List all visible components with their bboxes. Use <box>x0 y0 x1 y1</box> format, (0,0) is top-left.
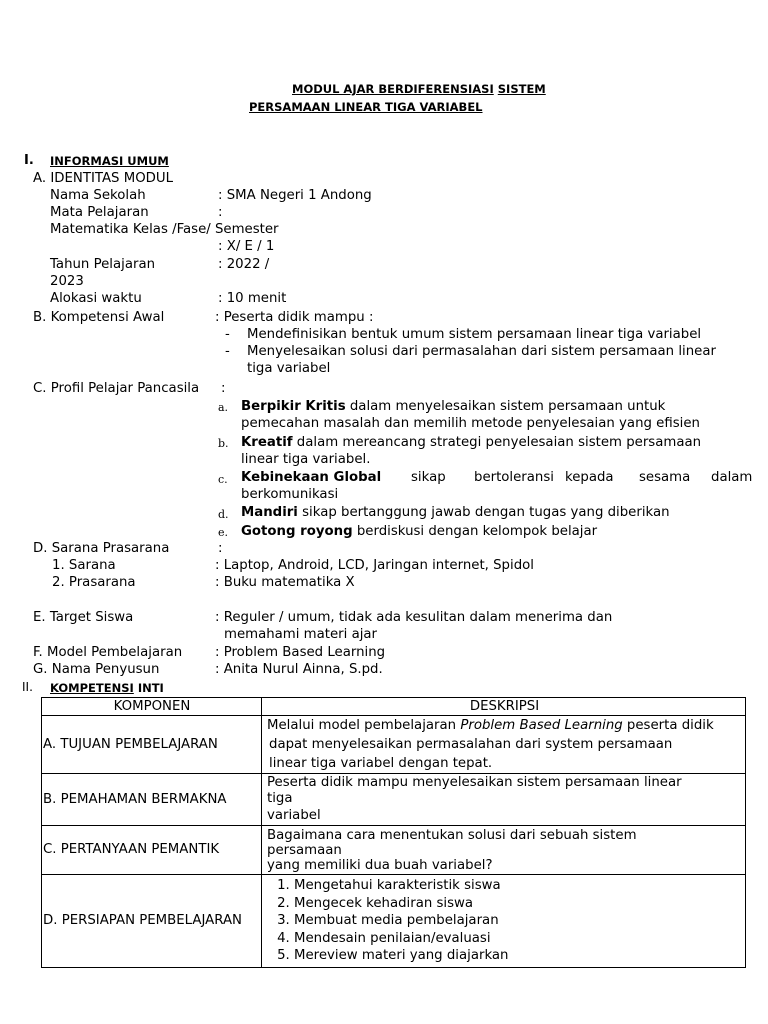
profil-item-line2: linear tiga variabel. <box>241 452 371 467</box>
table-cell-deskripsi <box>262 826 746 875</box>
kelas-label: Matematika Kelas /Fase/ Semester <box>50 222 279 237</box>
prasarana-label: 2. Prasarana <box>52 575 136 590</box>
kompetensi-item: Menyelesaikan solusi dari permasalahan dari sistem persamaan linear <box>247 344 716 359</box>
profil-item <box>241 398 665 415</box>
table-cell-komponen: C. PERTANYAAN PEMANTIK <box>42 826 262 875</box>
list-marker: c. <box>218 473 228 486</box>
profil-item <box>241 434 701 451</box>
desc-line: tiga <box>267 791 293 807</box>
table-header-komponen: KOMPONEN <box>42 698 262 716</box>
list-marker: d. <box>218 508 229 521</box>
dash-bullet: - <box>225 344 230 359</box>
desc-line: persamaan <box>267 842 342 858</box>
table-cell-deskripsi <box>262 875 746 968</box>
kompetensi-item: tiga variabel <box>247 361 331 376</box>
mapel-colon: : <box>218 205 223 220</box>
table-cell-komponen: A. TUJUAN PEMBELAJARAN <box>42 716 262 774</box>
sarana-sub-label: 1. Sarana <box>52 558 116 573</box>
target-value-2: memahami materi ajar <box>224 627 378 642</box>
mapel-label: Mata Pelajaran <box>50 205 149 220</box>
section-1-number: I. <box>24 153 34 168</box>
list-item: 5. Mereview materi yang diajarkan <box>294 947 745 965</box>
identitas-label: A. IDENTITAS MODUL <box>33 171 174 186</box>
table-cell-deskripsi <box>262 716 746 774</box>
profil-item-bold: Mandiri <box>241 505 298 520</box>
section-2-heading-b: INTI <box>137 681 164 695</box>
list-item: 1. Mengetahui karakteristik siswa <box>294 877 745 895</box>
nama-sekolah-value: : SMA Negeri 1 Andong <box>218 188 372 203</box>
section-2-number: II. <box>22 680 33 694</box>
profil-item-line2: berkomunikasi <box>241 487 339 502</box>
profil-item-text: berdiskusi dengan kelompok belajar <box>352 524 598 539</box>
profil-item-bold: Gotong royong <box>241 524 353 539</box>
sarana-sub-value: : Laptop, Android, LCD, Jaringan internet, Spidol <box>215 558 534 573</box>
profil-item-line2: pemecahan masalah dan memilih metode penyelesaian yang efisien <box>241 416 700 431</box>
profil-item-bold: Kreatif <box>241 435 293 450</box>
profil-item-word: dalam <box>711 470 753 485</box>
desc-text: Melalui model pembelajaran <box>267 718 461 733</box>
model-value: : Problem Based Learning <box>215 645 386 660</box>
list-item: 3. Membuat media pembelajaran <box>294 912 745 930</box>
tahun-value: : 2022 / <box>218 257 270 272</box>
list-item: 2. Mengecek kehadiran siswa <box>294 895 745 913</box>
title-line-2: PERSAMAAN LINEAR TIGA VARIABEL <box>249 100 483 114</box>
kompetensi-awal-label: B. Kompetensi Awal <box>33 310 165 325</box>
section-2-heading-a: KOMPETENSI <box>50 681 134 695</box>
profil-item <box>241 523 597 540</box>
table-row <box>42 826 746 875</box>
table-row <box>42 774 746 826</box>
profil-item-word: kepada <box>565 470 614 485</box>
target-label: E. Target Siswa <box>33 610 134 625</box>
profil-item-word: sesama <box>639 470 691 485</box>
profil-item-word: bertoleransi <box>474 470 554 485</box>
profil-item-text: sikap bertanggung jawab dengan tugas yang diberikan <box>297 505 670 520</box>
tahun-value-2: 2023 <box>50 274 84 289</box>
desc-line <box>267 716 745 735</box>
desc-line: variabel <box>267 807 321 823</box>
prasarana-value: : Buku matematika X <box>215 575 355 590</box>
dash-bullet: - <box>225 327 230 342</box>
tahun-label: Tahun Pelajaran <box>50 257 156 272</box>
profil-item-bold: Berpikir Kritis <box>241 399 346 414</box>
sarana-label: D. Sarana Prasarana <box>33 541 170 556</box>
penyusun-label: G. Nama Penyusun <box>33 662 160 677</box>
table-cell-komponen: B. PEMAHAMAN BERMAKNA <box>42 774 262 826</box>
table-header-row <box>42 698 746 716</box>
table-row <box>42 716 746 774</box>
title-line-1 <box>292 81 546 98</box>
sarana-colon: : <box>218 541 223 556</box>
profil-label: C. Profil Pelajar Pancasila <box>33 381 200 396</box>
desc-line: Bagaimana cara menentukan solusi dari sebuah sistem <box>267 827 637 843</box>
kompetensi-inti-table <box>41 697 746 968</box>
alokasi-value: : 10 menit <box>218 291 287 306</box>
desc-line: yang memiliki dua buah variabel? <box>267 857 493 873</box>
list-marker: b. <box>218 437 229 450</box>
desc-line: linear tiga variabel dengan tepat. <box>269 756 493 771</box>
profil-item-bold: Kebinekaan Global <box>241 470 382 485</box>
kompetensi-item: Mendefinisikan bentuk umum sistem persamaan linear tiga variabel <box>247 327 702 342</box>
table-cell-deskripsi <box>262 774 746 826</box>
title-part-a: MODUL AJAR BERDIFERENSIASI <box>292 82 494 96</box>
list-marker: a. <box>218 401 229 414</box>
persiapan-list <box>264 877 745 965</box>
desc-line: dapat menyelesaikan permasalahan dari system persamaan <box>269 737 673 752</box>
target-value: : Reguler / umum, tidak ada kesulitan dalam menerima dan <box>215 610 613 625</box>
list-item: 4. Mendesain penilaian/evaluasi <box>294 930 745 948</box>
section-2-heading <box>50 680 164 697</box>
kompetensi-awal-value: : Peserta didik mampu : <box>215 310 374 325</box>
model-label: F. Model Pembelajaran <box>33 645 183 660</box>
list-marker: e. <box>218 526 229 539</box>
profil-item-text: dalam menyelesaikan sistem persamaan untuk <box>345 399 666 414</box>
table-header-deskripsi: DESKRIPSI <box>262 698 746 716</box>
desc-text: peserta didik <box>622 718 714 733</box>
section-1-heading: INFORMASI UMUM <box>50 154 169 168</box>
profil-colon: : <box>221 381 226 396</box>
title-part-b: SISTEM <box>497 82 546 96</box>
kelas-value: : X/ E / 1 <box>218 239 275 254</box>
desc-line: Peserta didik mampu menyelesaikan sistem persamaan linear <box>267 774 682 790</box>
table-row <box>42 875 746 968</box>
alokasi-label: Alokasi waktu <box>50 291 142 306</box>
table-cell-komponen: D. PERSIAPAN PEMBELAJARAN <box>42 875 262 968</box>
desc-emphasis: Problem Based Learning <box>460 718 623 733</box>
profil-item <box>241 504 670 521</box>
profil-item-text: dalam mereancang strategi penyelesaian sistem persamaan <box>292 435 702 450</box>
penyusun-value: : Anita Nurul Ainna, S.pd. <box>215 662 383 677</box>
profil-item-word: sikap <box>411 470 446 485</box>
nama-sekolah-label: Nama Sekolah <box>50 188 146 203</box>
